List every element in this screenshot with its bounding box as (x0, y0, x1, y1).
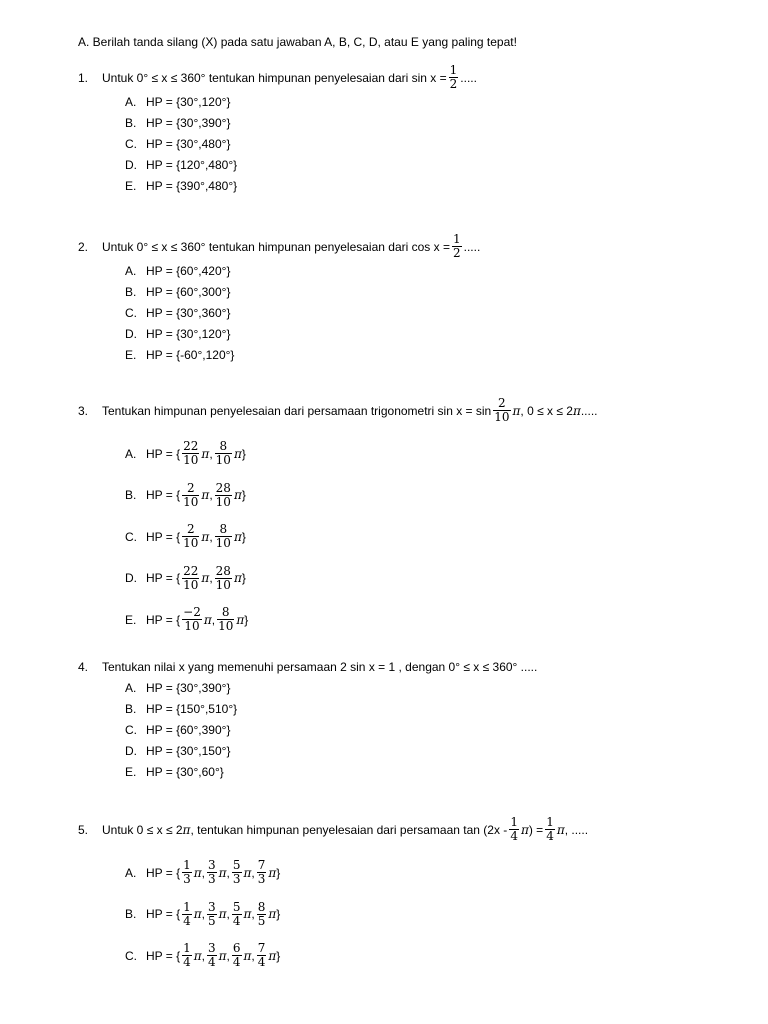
fraction (257, 942, 267, 969)
fraction-denominator: 10 (183, 577, 199, 592)
option-text: HP = {-60°,120°} (146, 348, 235, 362)
fraction-denominator: 10 (215, 494, 231, 509)
option-prefix: HP = { (146, 529, 181, 544)
fraction-numerator: 2 (182, 523, 199, 537)
question-number: 4. (78, 660, 89, 674)
pi-symbol: π (218, 865, 227, 880)
pi-symbol: π (218, 907, 227, 921)
pi-symbol: π (201, 571, 210, 585)
option-suffix: } (276, 907, 281, 921)
pi-symbol: π (556, 822, 565, 837)
fraction (257, 859, 267, 886)
option-letter: A. (125, 264, 137, 278)
fraction-numerator: 1 (183, 941, 191, 955)
question-1 (78, 64, 477, 91)
option-suffix: } (276, 865, 281, 880)
option-prefix: HP = { (146, 488, 181, 502)
answer-option (125, 859, 280, 886)
fraction (182, 901, 192, 928)
separator: , (209, 488, 213, 502)
answer-option (125, 744, 230, 758)
fraction (207, 901, 217, 928)
answer-option (125, 901, 280, 928)
separator: , (226, 948, 230, 963)
fraction-denominator: 4 (232, 913, 241, 928)
answer-option (125, 95, 230, 109)
option-text: HP = {30°,60°} (146, 765, 224, 779)
option-letter: A. (125, 865, 137, 880)
question-number: 5. (78, 822, 89, 837)
question-2 (78, 233, 480, 260)
answer-option (125, 285, 230, 299)
option-letter: C. (125, 723, 137, 737)
answer-option (125, 681, 230, 695)
option-prefix: HP = { (146, 571, 181, 585)
answer-option (125, 440, 246, 467)
fraction (257, 901, 267, 928)
option-expression (146, 523, 246, 550)
fraction-numerator: 8 (215, 523, 232, 537)
fraction-denominator: 10 (183, 453, 199, 467)
option-letter: B. (125, 285, 137, 299)
option-expression (146, 482, 246, 509)
fraction-numerator: 8 (257, 899, 266, 914)
pi-symbol: π (236, 612, 245, 627)
option-prefix: HP = { (146, 907, 181, 921)
pi-symbol: π (201, 488, 210, 502)
option-text: HP = {390°,480°} (146, 179, 238, 193)
fraction (215, 565, 232, 592)
fraction-numerator: 8 (217, 606, 234, 620)
fraction (215, 482, 232, 509)
option-letter: E. (125, 765, 137, 779)
option-text: HP = {60°,420°} (146, 264, 231, 278)
option-text: HP = {60°,390°} (146, 723, 231, 737)
option-prefix: HP = { (146, 612, 181, 627)
fraction (215, 523, 232, 550)
answer-option (125, 179, 237, 193)
question-number: 3. (78, 403, 89, 418)
option-expression (146, 606, 248, 633)
fraction-denominator: 3 (183, 872, 191, 886)
fraction-numerator: 6 (232, 941, 241, 955)
pi-symbol: π (233, 529, 242, 544)
fraction-denominator: 4 (183, 913, 191, 928)
fraction (182, 859, 192, 886)
fraction-denominator: 3 (232, 872, 241, 886)
answer-option (125, 327, 230, 341)
fraction-denominator: 10 (183, 536, 199, 550)
option-prefix: HP = { (146, 865, 181, 880)
fraction-numerator: 5 (232, 858, 241, 872)
fraction (232, 859, 242, 886)
option-prefix: HP = { (146, 446, 181, 461)
option-letter: C. (125, 306, 137, 320)
fraction (182, 942, 192, 969)
answer-option (125, 723, 230, 737)
separator: , (201, 865, 206, 880)
question-4 (78, 660, 537, 674)
pi-symbol: π (201, 529, 210, 544)
separator: , (226, 865, 230, 880)
fraction-numerator: 7 (257, 941, 266, 955)
answer-option (125, 137, 230, 151)
fraction: $\frac{2}{10}$ (494, 396, 510, 424)
fraction-denominator: 10 (218, 619, 234, 633)
fraction-denominator: 4 (183, 955, 191, 969)
question-number: 2. (78, 239, 89, 254)
pi-symbol: π (233, 488, 242, 502)
question-range: , 0 ≤ x ≤ 2 (520, 403, 573, 418)
pi-symbol: π (182, 822, 191, 837)
option-letter: E. (125, 612, 137, 627)
fraction-denominator: 5 (257, 913, 266, 928)
answer-option (125, 306, 230, 320)
answer-option (125, 348, 234, 362)
option-expression (146, 565, 246, 592)
separator: , (251, 865, 255, 880)
pi-symbol: π (512, 403, 521, 418)
fraction: $\frac{1}{4}$ (510, 815, 518, 843)
fraction-numerator: 7 (257, 858, 266, 872)
pi-symbol: π (243, 865, 252, 880)
fraction-numerator: 8 (215, 440, 232, 454)
option-suffix: } (244, 612, 249, 627)
fraction (215, 440, 232, 467)
answer-option (125, 765, 224, 779)
pi-symbol: π (268, 907, 277, 921)
pi-symbol: π (243, 907, 252, 921)
fraction-numerator: 1 (183, 858, 191, 872)
option-letter: B. (125, 702, 137, 716)
option-letter: D. (125, 327, 137, 341)
question-3 (78, 397, 598, 424)
option-letter: D. (125, 744, 137, 758)
fraction-denominator: 10 (215, 453, 231, 467)
question-text: Tentukan nilai x yang memenuhi persamaan 2 sin x = 1 , dengan 0° ≤ x ≤ 360° ..... (102, 660, 538, 674)
pi-symbol: π (233, 571, 242, 585)
option-suffix: } (241, 529, 246, 544)
answer-option (125, 942, 280, 969)
fraction-denominator: 4 (208, 955, 216, 969)
pi-symbol: π (243, 948, 252, 963)
fraction (232, 942, 242, 969)
question-text: , tentukan himpunan penyelesaian dari persamaan tan (2x - (190, 822, 508, 837)
fraction (232, 901, 242, 928)
pi-symbol: π (218, 948, 227, 963)
option-letter: C. (125, 137, 137, 151)
pi-symbol: π (201, 446, 210, 461)
question-5 (78, 816, 588, 843)
separator: , (209, 571, 213, 585)
separator: , (209, 446, 213, 461)
separator: , (226, 907, 230, 921)
answer-option (125, 482, 246, 509)
fraction-denominator: 3 (208, 872, 216, 886)
option-letter: D. (125, 571, 137, 585)
option-text: HP = {30°,120°} (146, 327, 231, 341)
option-letter: E. (125, 348, 137, 362)
instruction: A. Berilah tanda silang (X) pada satu jawaban A, B, C, D, atau E yang paling tepat! (78, 35, 517, 49)
question-tail: ..... (580, 403, 598, 418)
option-letter: B. (125, 116, 137, 130)
answer-option (125, 264, 230, 278)
option-text: HP = {120°,480°} (146, 158, 238, 172)
separator: , (209, 529, 213, 544)
option-text: HP = {30°,390°} (146, 681, 231, 695)
fraction-numerator: −2 (183, 605, 201, 619)
question-text: Untuk 0° ≤ x ≤ 360° tentukan himpunan penyelesaian dari cos x = (102, 239, 450, 254)
option-suffix: } (276, 948, 281, 963)
option-text: HP = {60°,300°} (146, 285, 231, 299)
question-tail: , ..... (564, 822, 589, 837)
fraction-denominator: 4 (232, 955, 241, 969)
question-text: ) = (528, 822, 544, 837)
fraction-denominator: 10 (183, 494, 199, 509)
pi-symbol: π (268, 865, 277, 880)
option-expression (146, 440, 246, 467)
fraction-numerator: 5 (232, 899, 241, 914)
question-number: 1. (78, 70, 89, 85)
fraction-denominator: 10 (184, 619, 200, 633)
fraction (207, 942, 217, 969)
question-text: Untuk 0 ≤ x ≤ 2 (102, 822, 183, 837)
fraction (182, 523, 199, 550)
option-expression (146, 901, 280, 928)
fraction-numerator: 2 (182, 482, 199, 496)
fraction-denominator: 4 (257, 955, 266, 969)
option-letter: A. (125, 681, 137, 695)
pi-symbol: π (520, 822, 529, 837)
answer-option (125, 606, 248, 633)
pi-symbol: π (572, 403, 581, 418)
fraction-numerator: 3 (208, 858, 216, 872)
fraction-numerator: 22 (183, 439, 199, 453)
option-letter: B. (125, 488, 137, 502)
fraction-numerator: 1 (183, 899, 191, 914)
option-prefix: HP = { (146, 948, 181, 963)
fraction-numerator: 22 (183, 563, 199, 578)
fraction (207, 859, 217, 886)
option-text: HP = {30°,480°} (146, 137, 231, 151)
question-text: Tentukan himpunan penyelesaian dari persamaan trigonometri sin x = sin (102, 403, 492, 418)
option-letter: A. (125, 95, 137, 109)
answer-option (125, 702, 237, 716)
fraction-numerator: 3 (208, 941, 216, 955)
option-suffix: } (241, 488, 246, 502)
separator: , (201, 948, 206, 963)
pi-symbol: π (193, 948, 202, 963)
option-letter: C. (125, 948, 137, 963)
separator: , (251, 907, 255, 921)
option-text: HP = {30°,150°} (146, 744, 231, 758)
separator: , (211, 612, 216, 627)
fraction-denominator: 10 (215, 577, 231, 592)
fraction-numerator: 28 (215, 563, 231, 578)
fraction: $\frac{1}{2}$ (452, 232, 461, 260)
option-letter: B. (125, 907, 137, 921)
option-suffix: } (241, 571, 246, 585)
fraction-denominator: 3 (257, 872, 266, 886)
option-letter: A. (125, 446, 137, 461)
pi-symbol: π (193, 907, 202, 921)
option-suffix: } (241, 446, 246, 461)
option-letter: D. (125, 158, 137, 172)
separator: , (201, 907, 206, 921)
pi-symbol: π (268, 948, 277, 963)
option-expression (146, 942, 280, 969)
answer-option (125, 116, 230, 130)
option-letter: E. (125, 179, 137, 193)
question-text: Untuk 0° ≤ x ≤ 360° tentukan himpunan penyelesaian dari sin x = (102, 70, 447, 85)
answer-option (125, 158, 237, 172)
pi-symbol: π (203, 612, 212, 627)
answer-option (125, 523, 246, 550)
fraction-denominator: 10 (215, 536, 231, 550)
answer-option (125, 565, 246, 592)
fraction: $\frac{1}{4}$ (546, 815, 554, 843)
option-text: HP = {30°,120°} (146, 95, 231, 109)
fraction (182, 606, 202, 633)
fraction (217, 606, 234, 633)
question-tail: ..... (463, 239, 481, 254)
option-letter: C. (125, 529, 137, 544)
pi-symbol: π (193, 865, 202, 880)
fraction-numerator: 28 (215, 480, 231, 495)
fraction: $\frac{1}{2}$ (449, 63, 458, 91)
fraction-denominator: 5 (208, 913, 216, 928)
fraction (182, 482, 199, 509)
fraction-numerator: 3 (208, 899, 216, 914)
separator: , (251, 948, 255, 963)
fraction (182, 565, 199, 592)
question-tail: ..... (460, 70, 477, 85)
fraction (182, 440, 199, 467)
pi-symbol: π (233, 446, 242, 461)
option-text: HP = {30°,390°} (146, 116, 231, 130)
option-text: HP = {150°,510°} (146, 702, 238, 716)
option-expression (146, 859, 280, 886)
option-text: HP = {30°,360°} (146, 306, 231, 320)
